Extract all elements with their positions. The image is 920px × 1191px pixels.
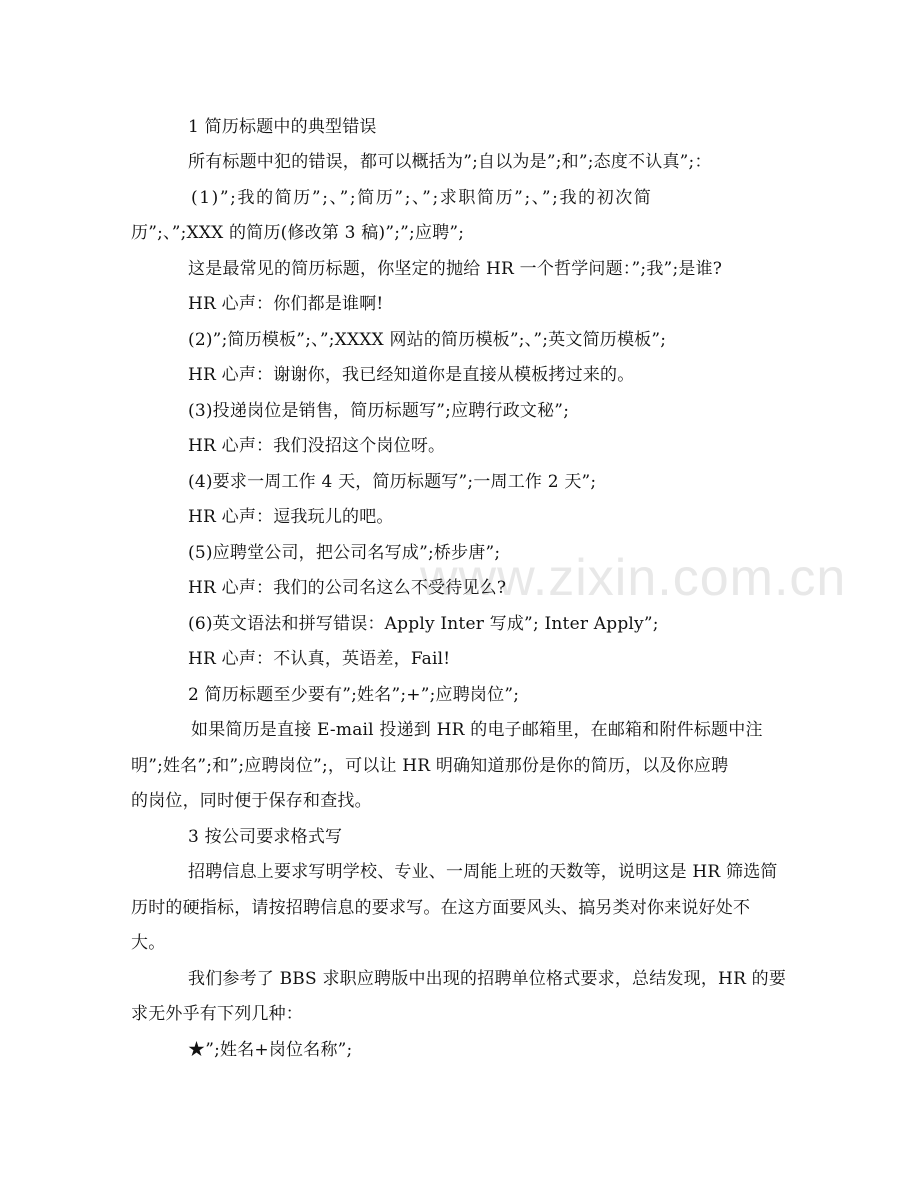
paragraph-line: 的岗位，同时便于保存和查找。 [131,791,372,811]
heading-1: 1 简历标题中的典型错误 [188,117,377,137]
hr-comment: HR 心声：逗我玩儿的吧。 [188,507,394,527]
heading-2: 2 简历标题至少要有”;姓名”;+”;应聘岗位”; [188,685,520,705]
paragraph-line: 如果简历是直接 E-mail 投递到 HR 的电子邮箱里，在邮箱和附件标题中注 [191,720,763,740]
hr-comment: HR 心声：我们的公司名这么不受待见么? [188,578,507,598]
paragraph-line: (1)”;我的简历”;、”;简历”;、”;求职简历”;、”;我的初次简 [191,188,653,208]
paragraph-line: 我们参考了 BBS 求职应聘版中出现的招聘单位格式要求，总结发现，HR 的要 [188,969,787,989]
paragraph-line: 历”;、”;XXX 的简历(修改第 3 稿)”;”;应聘”; [131,223,465,243]
paragraph-line: 求无外乎有下列几种： [131,1004,303,1024]
hr-comment: HR 心声：我们没招这个岗位呀。 [188,436,446,456]
paragraph-line: 所有标题中犯的错误，都可以概括为”;自以为是”;和”;态度不认真”;： [188,152,712,172]
paragraph-line: (5)应聘堂公司，把公司名写成”;桥步唐”; [188,543,501,563]
paragraph-line: 大。 [131,933,166,953]
hr-comment: HR 心声：你们都是谁啊! [188,294,384,314]
paragraph-line: 明”;姓名”;和”;应聘岗位”;，可以让 HR 明确知道那份是你的简历，以及你应聘 [131,756,729,776]
hr-comment: HR 心声：不认真，英语差，Fail! [188,649,451,669]
paragraph-line: 这是最常见的简历标题，你坚定的抛给 HR 一个哲学问题：”;我”;是谁? [188,259,723,279]
watermark-text: www.zixin.com.cn [420,549,847,607]
paragraph-line: (4)要求一周工作 4 天，简历标题写”;一周工作 2 天”; [188,472,597,492]
paragraph-line: 招聘信息上要求写明学校、专业、一周能上班的天数等，说明这是 HR 筛选简 [188,862,778,882]
paragraph-line: (2)”;简历模板”;、”;XXXX 网站的简历模板”;、”;英文简历模板”; [188,330,667,350]
paragraph-line: (6)英文语法和拼写错误：Apply Inter 写成”; Inter Apply”; [188,614,659,634]
paragraph-line: (3)投递岗位是销售，简历标题写”;应聘行政文秘”; [188,401,570,421]
list-item: ★”;姓名+岗位名称”; [188,1040,353,1060]
hr-comment: HR 心声：谢谢你，我已经知道你是直接从模板拷过来的。 [188,365,635,385]
heading-3: 3 按公司要求格式写 [188,827,343,847]
paragraph-line: 历时的硬指标，请按招聘信息的要求写。在这方面要风头、搞另类对你来说好处不 [131,898,751,918]
